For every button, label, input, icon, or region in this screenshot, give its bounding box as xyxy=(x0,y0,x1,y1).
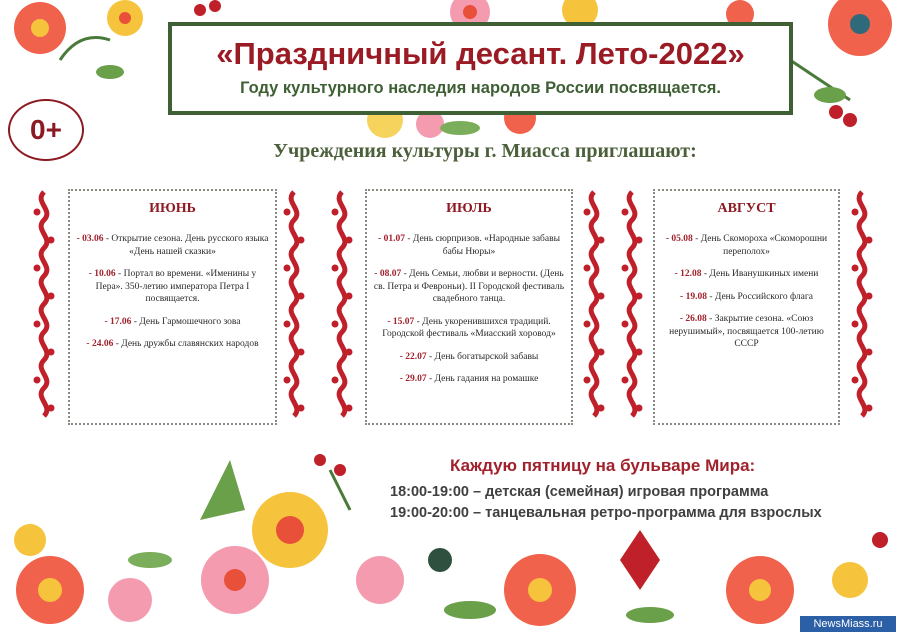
event-item: - 01.07 - День сюрпризов. «Народные забавы бабы Нюры» xyxy=(378,234,560,257)
page-title: «Праздничный десант. Лето-2022» xyxy=(216,36,745,71)
friday-title: Каждую пятницу на бульваре Мира: xyxy=(450,456,756,475)
event-item: - 29.07 - День гадания на ромашке xyxy=(399,374,539,384)
title-box xyxy=(168,22,793,115)
month-june xyxy=(68,189,277,425)
watermark: NewsMiass.ru xyxy=(800,616,896,632)
month-title: АВГУСТ xyxy=(717,201,776,216)
friday-line: 18:00-19:00 – детская (семейная) игровая программа xyxy=(390,484,769,500)
event-item: - 26.08 - Закрытие сезона. «Союз нерушимый», посвящается 100-летию СССР xyxy=(669,314,824,349)
event-item: - 12.08 - День Иванушкиных имени xyxy=(674,269,819,279)
month-july xyxy=(365,189,573,425)
event-item: - 19.08 - День Российского флага xyxy=(680,291,813,302)
event-item: - 05.08 - День Скомороха «Скоморошни переполох» xyxy=(665,234,828,257)
event-item: - 17.06 - День Гармошечного зова xyxy=(104,316,241,327)
page-subtitle: Году культурного наследия народов России посвящается. xyxy=(240,79,721,97)
month-title: ИЮНЬ xyxy=(149,201,196,216)
friday-line: 19:00-20:00 – танцевальная ретро-программа для взрослых xyxy=(390,505,822,521)
invitation-heading: Учреждения культуры г. Миасса приглашают: xyxy=(273,140,697,162)
event-item: - 08.07 - День Семьи, любви и верности. (День св. Петра и Февроньи). II Городской фестиваль свадебного танца. xyxy=(373,269,565,304)
month-august xyxy=(653,189,840,425)
age-rating-badge: 0+ xyxy=(8,99,84,161)
month-title: ИЮЛЬ xyxy=(446,201,492,216)
event-item: - 03.06 - Открытие сезона. День русского языка «День нашей сказки» xyxy=(76,234,269,257)
event-item: - 22.07 - День богатырской забавы xyxy=(399,351,539,362)
friday-schedule xyxy=(390,456,850,524)
event-item: - 10.06 - Портал во времени. «Именины у Пера». 350-летию императора Петра I посвящается. xyxy=(88,269,257,304)
event-item: - 15.07 - День укоренившихся традиций. Городской фестиваль «Миасский хоровод» xyxy=(382,316,556,339)
event-item: - 24.06 - День дружбы славянских народов xyxy=(86,339,259,349)
